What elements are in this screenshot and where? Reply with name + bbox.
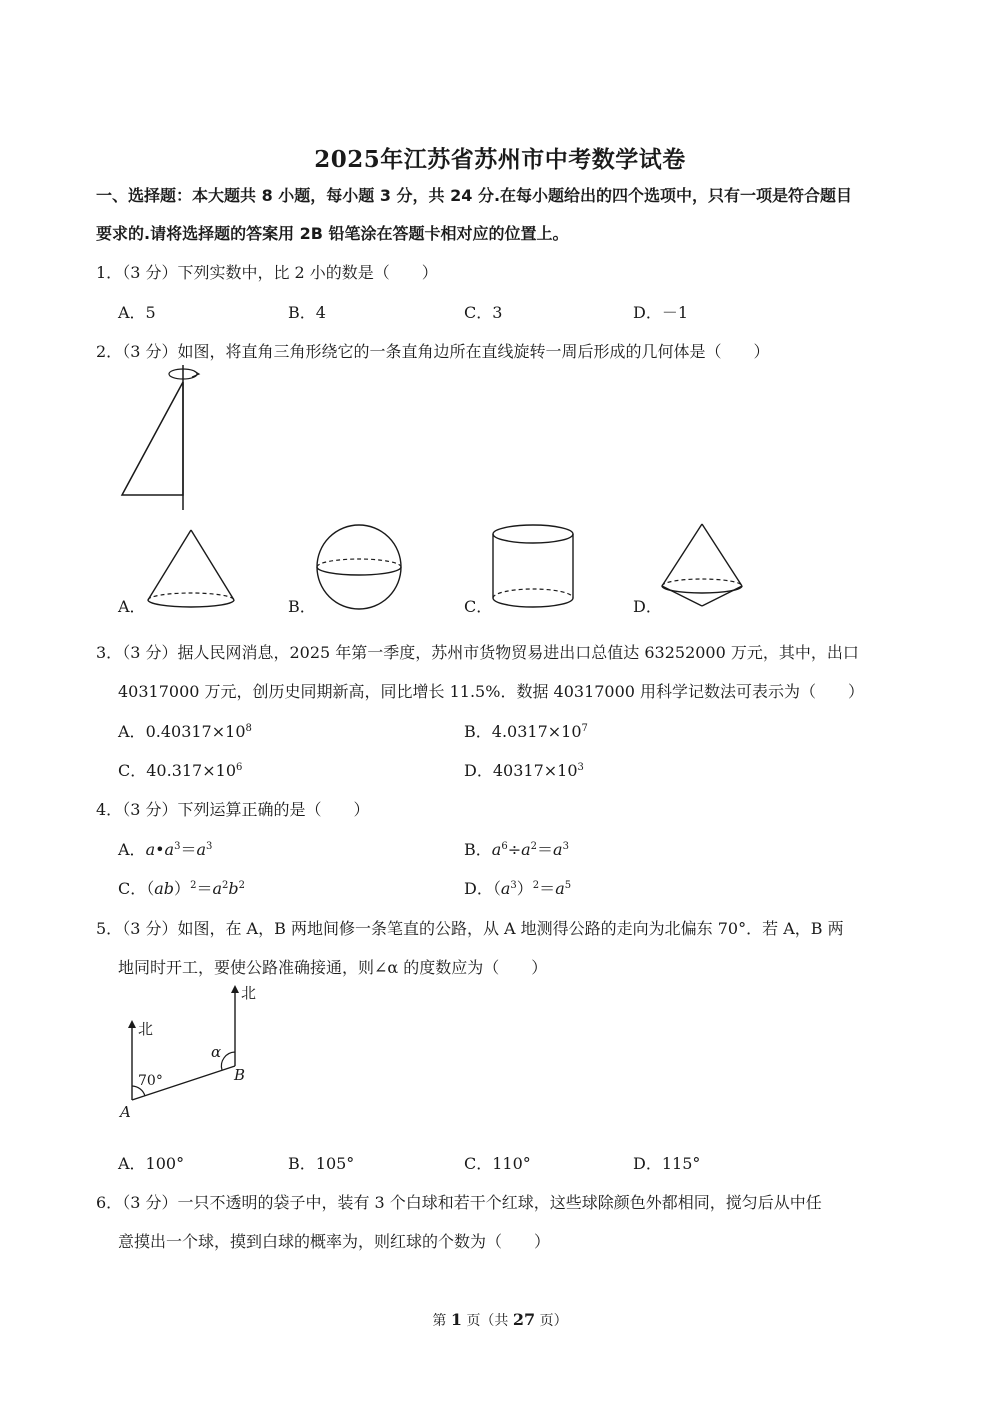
page-footer <box>0 1310 1000 1330</box>
q5-option-d: D．115° <box>633 1154 701 1173</box>
option-label: A． <box>118 840 146 859</box>
option-label: A． <box>118 722 146 741</box>
page-title: 2025年江苏省苏州市中考数学试卷 <box>314 146 686 173</box>
footer-mid: 页（共 <box>466 1313 509 1329</box>
q1-option-a: A．5 <box>118 303 156 322</box>
question-4 <box>96 797 369 820</box>
question-text: （3 分）下列运算正确的是（ ） <box>122 800 370 819</box>
footer-total-pages: 27 <box>512 1310 536 1329</box>
option-base: 40317×10 <box>492 761 578 780</box>
footer-post: 页） <box>539 1313 568 1329</box>
q2-option-b-sphere-figure <box>312 520 412 620</box>
q5-option-b: B．105° <box>288 1154 355 1173</box>
option-exponent: 6 <box>236 762 243 773</box>
option-base: 4.0317×10 <box>491 722 582 741</box>
option-exponent: 8 <box>245 723 252 734</box>
north-label-a: 北 <box>138 1020 154 1038</box>
section-instructions-line2: 要求的.请将选择题的答案用 2B 铅笔涂在答题卡相对应的位置上。 <box>96 224 569 243</box>
q5-bearing-figure <box>110 978 310 1128</box>
question-text-line1: （3 分）一只不透明的袋子中，装有 3 个白球和若干个红球，这些球除颜色外都相同，搅匀后从中任 <box>122 1193 822 1212</box>
q5-option-c: C．110° <box>464 1154 531 1173</box>
question-1 <box>96 260 438 283</box>
q4-option-b: B．$a^6\div a^2=a^3$ <box>464 840 569 859</box>
option-label: C． <box>118 879 147 898</box>
q3-option-d <box>464 758 584 781</box>
q2-option-a-label: A． <box>118 597 146 616</box>
alpha-label: α <box>211 1043 222 1061</box>
q2-option-b-label: B． <box>288 597 316 616</box>
question-text-line1: （3 分）据人民网消息，2025 年第一季度，苏州市货物贸易进出口总值达 63252000 万元，其中，出口 <box>122 643 859 662</box>
q3-option-c <box>118 758 242 781</box>
footer-page-number: 1 <box>450 1310 462 1329</box>
option-base: 40.317×10 <box>146 761 236 780</box>
question-number: 3． <box>96 643 123 662</box>
question-5-line2: 地同时开工，要使公路准确接通，则∠α 的度数应为（ ） <box>118 958 548 977</box>
q2-triangle-figure <box>100 360 300 520</box>
q5-option-a: A．100° <box>118 1154 185 1173</box>
option-label: B． <box>464 722 492 741</box>
question-number: 2． <box>96 342 123 361</box>
question-number: 4． <box>96 800 123 819</box>
q2-option-d-double-cone-figure <box>658 520 758 620</box>
option-label: C． <box>118 761 147 780</box>
option-exponent: 7 <box>581 723 588 734</box>
point-b-label: B <box>234 1066 246 1084</box>
question-2 <box>96 339 769 362</box>
section-instructions-line1: 一、选择题：本大题共 8 小题，每小题 3 分，共 24 分.在每小题给出的四个选项中，只有一项是符合题目 <box>96 186 853 205</box>
option-base: 0.40317×10 <box>145 722 246 741</box>
question-text: （3 分）如图，将直角三角形绕它的一条直角边所在直线旋转一周后形成的几何体是（ ） <box>122 342 770 361</box>
question-3 <box>96 640 859 663</box>
question-number: 6． <box>96 1193 123 1212</box>
north-label-b: 北 <box>241 984 257 1002</box>
option-label: D． <box>464 761 493 780</box>
question-5 <box>96 916 844 939</box>
option-label: B． <box>464 840 492 859</box>
q1-option-d: D．－1 <box>633 303 689 322</box>
q4-option-a: A．$a•a^3=a^3$ <box>118 840 213 859</box>
question-3-line2: 40317000 万元，创历史同期新高，同比增长 11.5%．数据 40317000 用科学记数法可表示为（ ） <box>118 682 865 701</box>
q2-option-c-label: C． <box>464 597 493 616</box>
question-number: 5． <box>96 919 123 938</box>
question-text: （3 分）下列实数中，比 2 小的数是（ ） <box>122 263 438 282</box>
q4-option-c: C．$(ab)^2=a^2b^2$ <box>118 879 245 898</box>
q1-option-b: B．4 <box>288 303 326 322</box>
angle-70-label: 70° <box>138 1073 163 1089</box>
point-a-label: A <box>120 1103 131 1121</box>
q2-option-c-cylinder-figure <box>490 522 590 622</box>
question-number: 1． <box>96 263 123 282</box>
q2-option-a-cone-figure <box>142 525 242 615</box>
footer-pre: 第 <box>432 1313 447 1329</box>
q3-option-b <box>464 719 588 742</box>
question-text-line1: （3 分）如图，在 A，B 两地间修一条笔直的公路，从 A 地测得公路的走向为北偏东 70°．若 A，B 两 <box>122 919 844 938</box>
question-6-line2: 意摸出一个球，摸到白球的概率为，则红球的个数为（ ） <box>118 1232 551 1251</box>
option-exponent: 3 <box>577 762 584 773</box>
q3-option-a <box>118 719 252 742</box>
question-6 <box>96 1190 822 1213</box>
q4-option-d: D．$(a^3)^2=a^5$ <box>464 879 572 898</box>
option-label: D． <box>464 879 493 898</box>
q2-option-d-label: D． <box>633 597 662 616</box>
q1-option-c: C．3 <box>464 303 503 322</box>
